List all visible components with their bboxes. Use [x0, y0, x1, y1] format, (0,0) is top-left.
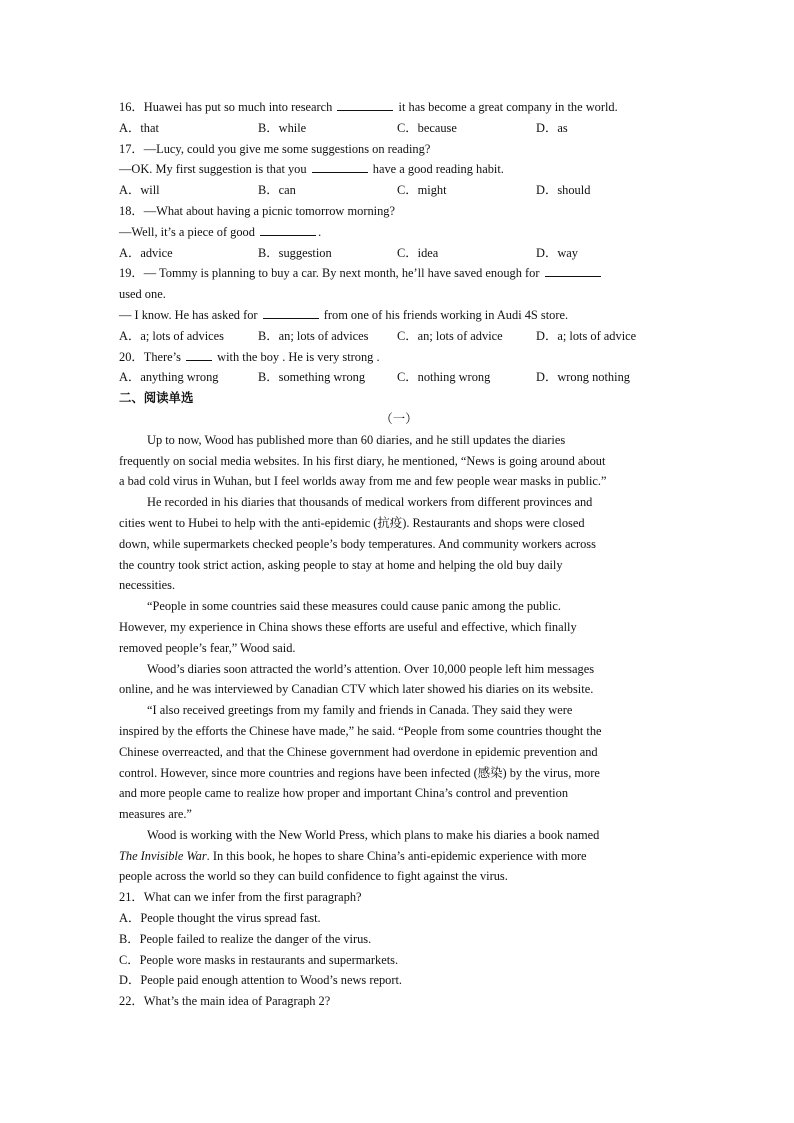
passage-line: control. However, since more countries and regions have been infected (感染) by the virus, more — [119, 765, 600, 780]
question-19-options — [119, 326, 679, 347]
passage-line: people across the world so they can build confidence to fight against the virus. — [119, 869, 508, 884]
passage-line: and more people came to realize how proper and important China’s control and prevention — [119, 786, 569, 801]
passage-line — [119, 846, 679, 867]
question-text: have a good reading habit. — [369, 162, 504, 177]
question-19 — [119, 263, 679, 284]
passage-label: （一） — [380, 411, 418, 426]
question-number: 19． — [119, 266, 144, 281]
question-16-options — [119, 118, 679, 139]
question-text: it has become a great company in the world. — [395, 100, 618, 114]
passage-line: necessities. — [119, 578, 176, 593]
option-a: A．a; lots of advices — [119, 328, 224, 343]
answer-blank — [312, 160, 368, 173]
option-c: C．because — [397, 120, 457, 135]
question-text: —OK. My first suggestion is that you — [119, 162, 310, 177]
passage-line: He recorded in his diaries that thousands of medical workers from different provinces and — [147, 495, 593, 510]
answer-blank — [260, 223, 316, 236]
passage-line: Wood is working with the New World Press, which plans to make his diaries a book named — [147, 827, 600, 842]
passage-line: down, while supermarkets checked people’s body temperatures. And community workers across — [119, 536, 596, 551]
option-d: D．People paid enough attention to Wood’s news report. — [119, 973, 403, 988]
passage-line: Chinese overreacted, and that the Chinese government had overdone in epidemic prevention and — [119, 744, 598, 759]
question-17-reply — [119, 159, 679, 180]
question-22: 22．What’s the main idea of Paragraph 2? — [119, 994, 331, 1009]
option-b: B．can — [258, 183, 296, 198]
question-number: 18． — [119, 203, 144, 218]
passage — [119, 430, 679, 825]
passage-line: measures are.” — [119, 807, 192, 822]
option-c: C．an; lots of advice — [397, 328, 503, 343]
section-title: 二、阅读单选 — [119, 390, 194, 406]
option-a: A．that — [119, 120, 159, 135]
question-18 — [119, 201, 679, 222]
question-text: Huawei has put so much into research — [143, 100, 336, 114]
option-d: D．wrong nothing — [536, 370, 630, 385]
passage-line: However, my experience in China shows these efforts are useful and effective, which finally — [119, 619, 577, 634]
question-18-reply — [119, 222, 679, 243]
question-18-options — [119, 243, 679, 264]
option-d: D．a; lots of advice — [536, 328, 637, 343]
passage-line: frequently on social media websites. In his first diary, he mentioned, “News is going around about — [119, 453, 606, 468]
question-number: 20． — [119, 349, 144, 364]
option-b: B．People failed to realize the danger of the virus. — [119, 931, 372, 946]
question-19-cont — [119, 284, 679, 305]
passage-line: removed people’s fear,” Wood said. — [119, 640, 296, 655]
passage-line: “I also received greetings from my family and friends in Canada. They said they were — [147, 703, 573, 718]
question-16 — [119, 97, 679, 118]
answer-blank — [263, 306, 319, 319]
question-number: 16． — [119, 100, 144, 114]
option-a: A．People thought the virus spread fast. — [119, 911, 321, 926]
question-17-options — [119, 180, 679, 201]
passage-line: Up to now, Wood has published more than 60 diaries, and he still updates the diaries — [147, 432, 566, 447]
option-a: A．will — [119, 183, 160, 198]
passage-line: Wood’s diaries soon attracted the world’s attention. Over 10,000 people left him messages — [147, 661, 595, 676]
option-c: C．People wore masks in restaurants and supermarkets. — [119, 952, 399, 967]
option-b: B．while — [258, 120, 307, 135]
question-19-reply — [119, 305, 679, 326]
passage-line: cities went to Hubei to help with the anti-epidemic (抗疫). Restaurants and shops were closed — [119, 515, 585, 530]
passage-line: a bad cold virus in Wuhan, but I feel worlds away from me and few people wear masks in public.” — [119, 474, 607, 489]
book-title: The Invisible War — [119, 848, 207, 863]
question-text: — Tommy is planning to buy a car. By next month, he’ll have saved enough for — [143, 266, 543, 281]
question-text: There’s — [143, 349, 185, 364]
question-text: — I know. He has asked for — [119, 307, 261, 322]
question-text: . — [318, 224, 322, 239]
passage-line: “People in some countries said these measures could cause panic among the public. — [147, 599, 561, 614]
passage-line: online, and he was interviewed by Canadian CTV which later showed his diaries on its website. — [119, 682, 594, 697]
option-d: D．way — [536, 245, 578, 260]
question-number: 17． — [119, 141, 144, 156]
option-b: B．something wrong — [258, 370, 366, 385]
question-21: 21．What can we infer from the first paragraph? — [119, 890, 362, 905]
question-text: from one of his friends working in Audi 4S store. — [320, 307, 569, 322]
option-c: C．nothing wrong — [397, 370, 491, 385]
document-page — [119, 97, 679, 1012]
passage-line: the country took strict action, asking people to stay at home and helping the old buy daily — [119, 557, 563, 572]
option-b: B．an; lots of advices — [258, 328, 369, 343]
answer-blank — [337, 98, 393, 111]
question-20-options — [119, 367, 679, 388]
answer-blank — [186, 348, 212, 361]
option-c: C．idea — [397, 245, 439, 260]
answer-blank — [545, 264, 601, 277]
option-a: A．advice — [119, 245, 173, 260]
option-a: A．anything wrong — [119, 370, 219, 385]
option-c: C．might — [397, 183, 447, 198]
question-20 — [119, 347, 679, 368]
question-text: with the boy . He is very strong . — [214, 349, 380, 364]
question-17 — [119, 139, 679, 160]
option-d: D．as — [536, 120, 568, 135]
passage-text: . In this book, he hopes to share China’s anti-epidemic experience with more — [206, 848, 587, 863]
question-text: —What about having a picnic tomorrow morning? — [143, 203, 395, 218]
question-text: used one. — [119, 287, 166, 302]
passage-line: inspired by the efforts the Chinese have made,” he said. “People from some countries thought the — [119, 723, 602, 738]
question-text: —Well, it’s a piece of good — [119, 224, 259, 239]
question-text: —Lucy, could you give me some suggestions on reading? — [143, 141, 431, 156]
option-b: B．suggestion — [258, 245, 332, 260]
option-d: D．should — [536, 183, 591, 198]
